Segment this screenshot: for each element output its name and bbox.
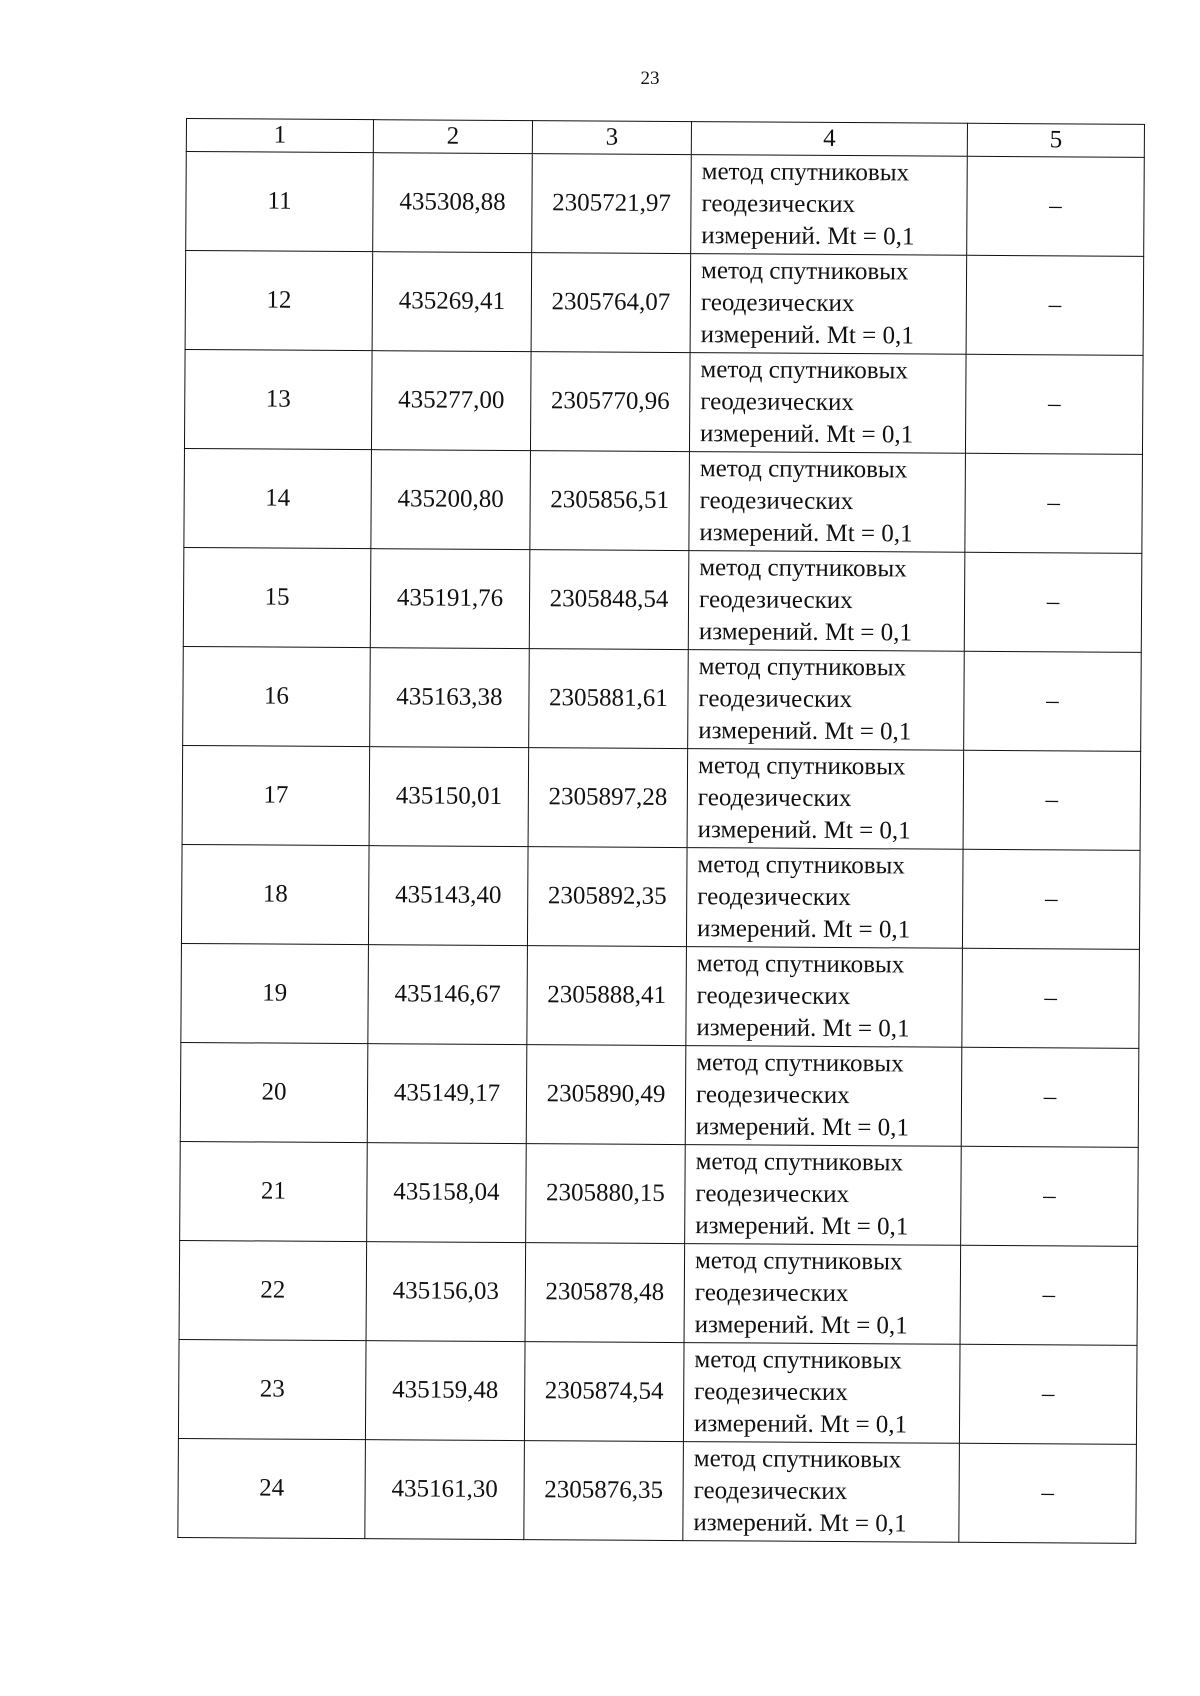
method-line: геодезических [700,289,855,318]
method-line: измерений. Mt = 0,1 [696,915,911,944]
method-line: измерений. Mt = 0,1 [695,1113,910,1142]
table-row [184,448,1143,553]
method-line: измерений. Mt = 0,1 [699,519,913,548]
method-cell [685,1046,962,1147]
x-coordinate-cell: 435156,03 [366,1242,526,1342]
y-coordinate-cell: 2305880,15 [526,1144,686,1244]
method-line: геодезических [693,1477,848,1506]
table-row [183,646,1142,751]
x-coordinate-cell: 435149,17 [367,1044,527,1144]
y-coordinate-cell: 2305848,54 [529,550,689,650]
header-cell: 3 [532,121,691,155]
y-coordinate-cell: 2305721,97 [532,154,692,254]
point-number-cell: 13 [184,349,372,449]
method-line: измерений. Mt = 0,1 [694,1311,908,1340]
table-row [181,943,1140,1048]
method-cell [684,1244,961,1345]
method-line: геодезических [695,1081,850,1110]
table-row [184,349,1143,454]
x-coordinate-cell: 435308,88 [373,153,533,253]
table-row [182,745,1141,850]
method-line: метод спутниковых [700,356,908,385]
note-cell: – [964,552,1142,652]
x-coordinate-cell: 435163,38 [370,648,530,748]
point-number-cell: 18 [181,844,369,944]
method-cell [691,155,968,256]
method-line: метод спутниковых [697,752,906,781]
header-cell: 2 [373,120,532,154]
method-line: геодезических [697,784,852,813]
y-coordinate-cell: 2305892,35 [527,847,687,947]
x-coordinate-cell: 435269,41 [372,252,532,352]
point-number-cell: 17 [182,745,370,845]
x-coordinate-cell: 435161,30 [365,1440,525,1540]
note-cell: – [966,255,1144,355]
y-coordinate-cell: 2305878,48 [525,1243,685,1343]
x-coordinate-cell: 435191,76 [370,549,530,649]
method-line: метод спутниковых [697,851,905,880]
method-line: метод спутниковых [694,1346,902,1375]
method-line: измерений. Mt = 0,1 [700,321,914,350]
method-line: геодезических [694,1279,849,1308]
point-number-cell: 24 [178,1438,366,1538]
method-line: измерений. Mt = 0,1 [693,1410,908,1439]
point-number-cell: 14 [184,448,372,548]
point-number-cell: 11 [186,152,374,252]
method-line: геодезических [701,190,856,219]
note-cell: – [961,1146,1139,1246]
coordinates-table [177,118,1145,1544]
method-line: измерений. Mt = 0,1 [701,222,915,251]
method-line: измерений. Mt = 0,1 [698,618,913,647]
y-coordinate-cell: 2305764,07 [531,253,691,353]
method-line: метод спутниковых [696,950,905,979]
table-row [180,1141,1139,1246]
note-cell: – [962,849,1140,949]
note-cell: – [963,750,1141,850]
method-line: метод спутниковых [698,653,907,682]
point-number-cell: 19 [181,943,369,1043]
method-line: геодезических [694,1378,848,1407]
method-line: геодезических [698,685,853,714]
method-cell [688,650,965,751]
note-cell: – [962,948,1140,1048]
point-number-cell: 20 [180,1042,368,1142]
method-cell [685,1145,962,1246]
note-cell: – [960,1245,1138,1345]
point-number-cell: 12 [185,251,373,351]
y-coordinate-cell: 2305888,41 [527,946,687,1046]
header-cell: 4 [691,122,967,157]
method-line: метод спутниковых [694,1247,903,1276]
note-cell: – [959,1344,1137,1444]
note-cell: – [965,453,1143,553]
y-coordinate-cell: 2305881,61 [529,649,689,749]
note-cell: – [965,354,1143,454]
method-line: измерений. Mt = 0,1 [698,717,912,746]
point-number-cell: 21 [180,1141,368,1241]
method-cell [689,452,966,553]
point-number-cell: 22 [179,1240,367,1340]
method-cell [683,1442,960,1543]
method-line: метод спутниковых [701,158,910,187]
x-coordinate-cell: 435158,04 [367,1143,527,1243]
y-coordinate-cell: 2305890,49 [526,1045,686,1145]
table-row [179,1240,1138,1345]
x-coordinate-cell: 435143,40 [368,846,528,946]
table-row [183,547,1142,652]
y-coordinate-cell: 2305897,28 [528,748,688,848]
method-cell [686,947,963,1048]
table-row [178,1438,1137,1543]
table-row [185,251,1144,356]
x-coordinate-cell: 435200,80 [371,450,531,550]
method-line: геодезических [699,487,854,516]
method-line: метод спутниковых [696,1049,904,1078]
method-line: измерений. Mt = 0,1 [696,1014,910,1043]
method-line: измерений. Mt = 0,1 [697,816,911,845]
method-line: измерений. Mt = 0,1 [695,1212,909,1241]
note-cell: – [959,1443,1137,1543]
x-coordinate-cell: 435277,00 [371,351,531,451]
method-cell [683,1343,960,1444]
table-row [178,1339,1137,1444]
method-line: геодезических [695,1180,850,1209]
table-row [186,152,1145,257]
point-number-cell: 23 [178,1339,366,1439]
method-cell [688,551,965,652]
x-coordinate-cell: 435146,67 [368,945,528,1045]
y-coordinate-cell: 2305876,35 [524,1441,684,1541]
point-number-cell: 15 [183,547,371,647]
method-line: геодезических [696,982,851,1011]
method-line: геодезических [700,388,854,417]
method-line: измерений. Mt = 0,1 [699,420,914,449]
method-cell [687,749,964,850]
method-line: геодезических [697,883,851,912]
table-row [180,1042,1139,1147]
method-cell [689,353,966,454]
table-row [181,844,1140,949]
point-number-cell: 16 [183,646,371,746]
table-body [178,152,1144,1544]
header-cell: 1 [186,119,373,153]
y-coordinate-cell: 2305770,96 [530,352,690,452]
method-line: метод спутниковых [693,1445,902,1474]
method-line: метод спутниковых [700,257,909,286]
y-coordinate-cell: 2305856,51 [530,451,690,551]
y-coordinate-cell: 2305874,54 [524,1342,684,1442]
note-cell: – [964,651,1142,751]
method-cell [686,848,963,949]
method-cell [690,254,967,355]
x-coordinate-cell: 435159,48 [365,1341,525,1441]
method-line: метод спутниковых [699,455,908,484]
note-cell: – [967,156,1145,256]
method-line: измерений. Mt = 0,1 [693,1509,907,1538]
page-number: 23 [640,68,660,89]
method-line: метод спутниковых [695,1148,904,1177]
method-line: геодезических [698,586,853,615]
x-coordinate-cell: 435150,01 [369,747,529,847]
note-cell: – [961,1047,1139,1147]
method-line: метод спутниковых [699,554,907,583]
header-cell: 5 [967,123,1144,157]
